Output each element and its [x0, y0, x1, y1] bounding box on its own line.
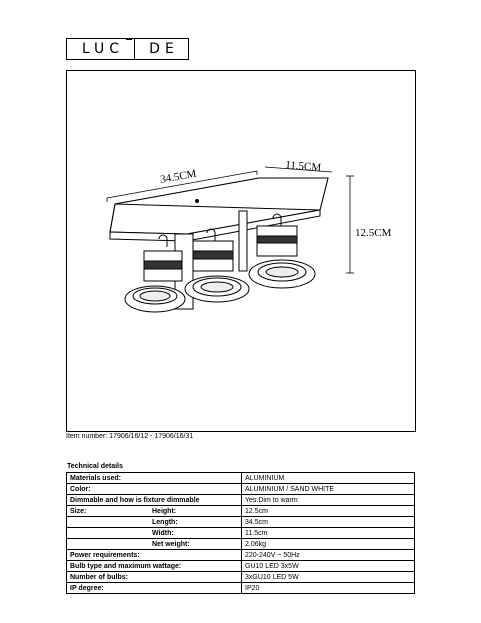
row-value: 12.5cm [242, 506, 415, 517]
row-value: 11.5cm [242, 528, 415, 539]
row-value: Yes.Dim to warm [242, 495, 415, 506]
product-drawing-frame [66, 70, 416, 432]
dim-width-label: 11.5CM [284, 159, 322, 175]
row-label [67, 517, 242, 528]
row-value: ALUMINIUM / SAND WHITE [242, 484, 415, 495]
row-sublabel: Height: [152, 507, 177, 515]
row-value: GU10 LED 3x5W [242, 561, 415, 572]
technical-details-table [66, 472, 415, 594]
table-row [67, 583, 415, 594]
row-label [67, 506, 242, 517]
row-value: IP20 [242, 583, 415, 594]
table-row [67, 550, 415, 561]
table-row [67, 495, 415, 506]
dim-length-label: 34.5CM [159, 167, 198, 186]
row-value: 34.5cm [242, 517, 415, 528]
row-label: Bulb type and maximum wattage: [67, 561, 242, 572]
row-value: 2.06kg [242, 539, 415, 550]
row-label [67, 539, 242, 550]
table-row [67, 572, 415, 583]
row-label [67, 528, 242, 539]
row-label: Dimmable and how is fixture dimmable [67, 495, 242, 506]
row-value: 220-240V ~ 50Hz [242, 550, 415, 561]
product-drawing [67, 71, 415, 431]
table-row [67, 517, 415, 528]
table-row [67, 506, 415, 517]
row-sublabel: Width: [152, 529, 174, 537]
item-number: Item number: 17906/16/12 - 17906/16/31 [66, 433, 194, 440]
table-row [67, 561, 415, 572]
table-row [67, 539, 415, 550]
logo-i-mark [126, 36, 132, 40]
row-label: Color: [67, 484, 242, 495]
brand-logo-left: LUC [66, 38, 135, 60]
table-row [67, 484, 415, 495]
technical-details-title: Technical details [67, 463, 123, 470]
row-sublabel: Length: [152, 518, 178, 526]
table-row [67, 528, 415, 539]
brand-logo-right: DE [135, 38, 189, 60]
row-label-main: Size: [70, 507, 87, 515]
dim-height-label: 12.5CM [355, 227, 392, 239]
row-value: 3xGU10 LED 5W [242, 572, 415, 583]
row-value: ALUMINIUM [242, 473, 415, 484]
row-label: Materials used: [67, 473, 242, 484]
row-label: IP degree: [67, 583, 242, 594]
screw-icon [195, 199, 199, 203]
row-label: Number of bulbs: [67, 572, 242, 583]
brand-logo [66, 38, 189, 60]
spotlight-left [125, 234, 193, 312]
row-sublabel: Net weight: [152, 540, 190, 548]
row-label: Power requirements: [67, 550, 242, 561]
table-row [67, 473, 415, 484]
